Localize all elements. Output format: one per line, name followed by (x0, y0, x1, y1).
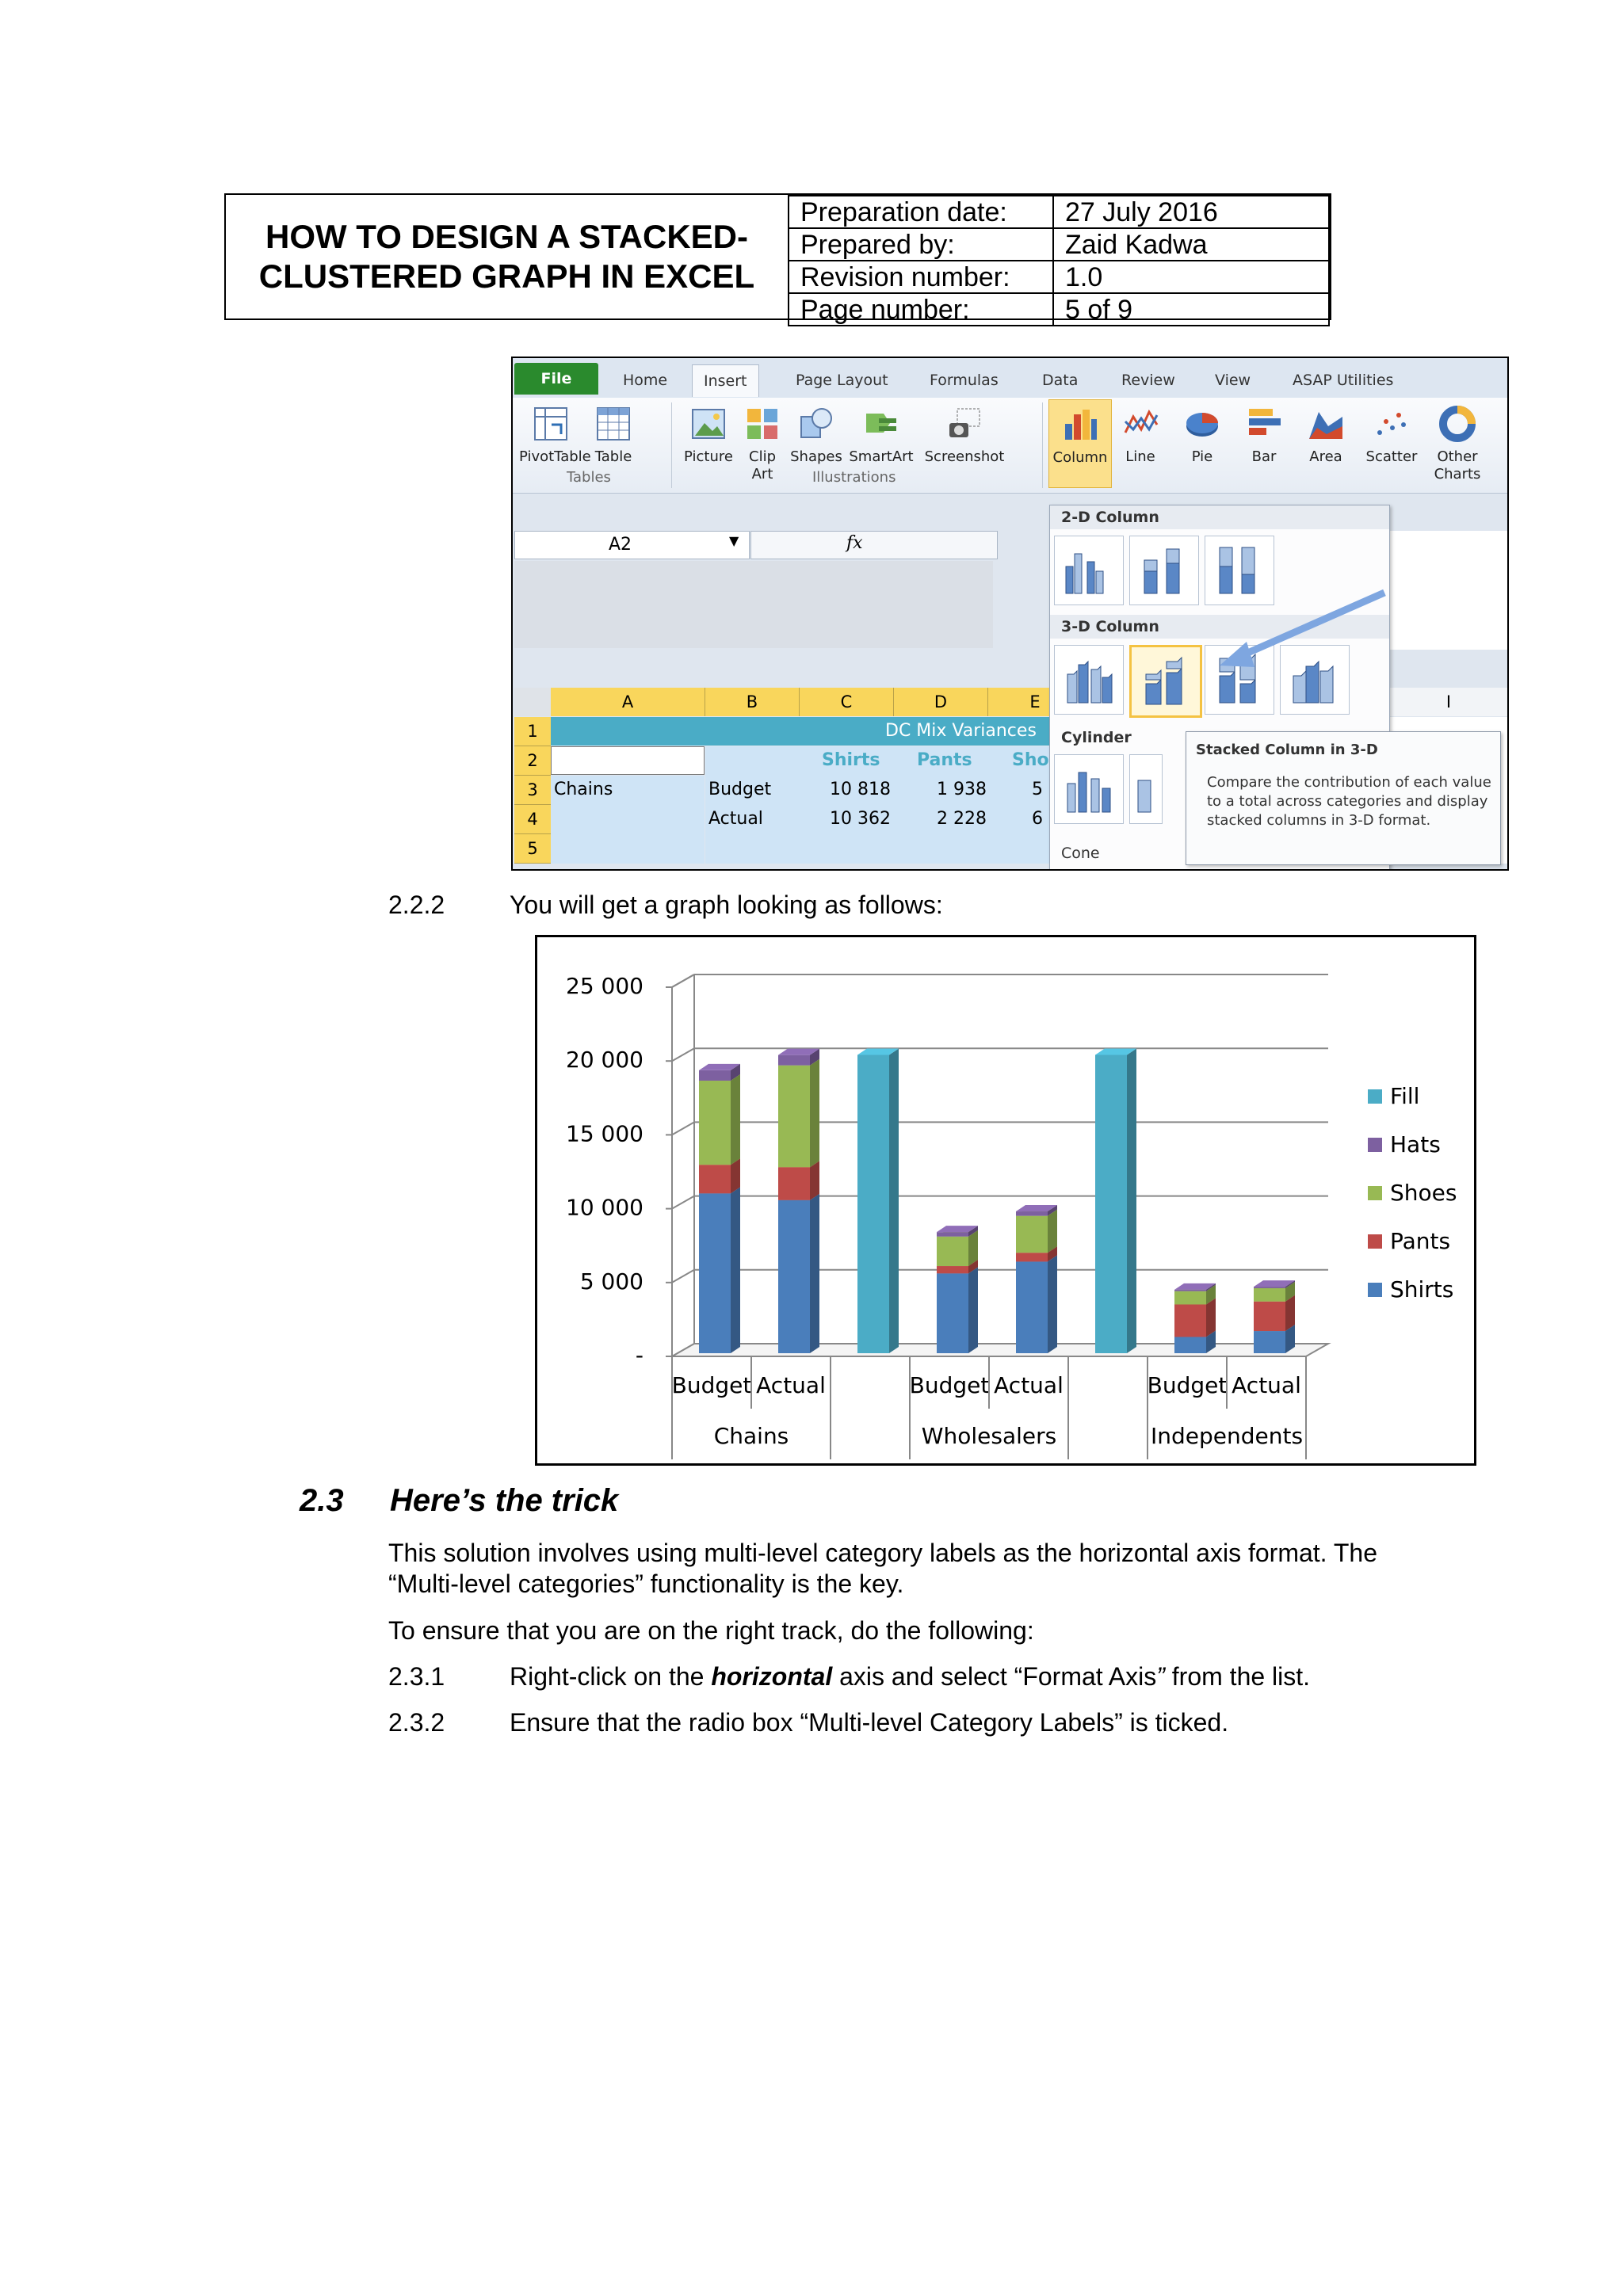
formula-bar[interactable] (750, 531, 998, 559)
bar-chart-button[interactable]: Bar (1240, 404, 1288, 466)
step-number: 2.3.2 (388, 1708, 445, 1737)
meta-label: Prepared by: (789, 228, 1053, 261)
gridline-diagonal (672, 1048, 694, 1061)
bar-segment (1174, 1337, 1206, 1353)
column-header[interactable]: B (705, 688, 800, 716)
x-group-label: Wholesalers (921, 1423, 1057, 1449)
gridline-diagonal (672, 1270, 694, 1283)
meta-label: Page number: (789, 293, 1053, 326)
y-tick-label: 15 000 (566, 1120, 643, 1147)
paragraph-2: To ensure that you are on the right track, do the following: (388, 1616, 1034, 1645)
legend-swatch (1368, 1089, 1382, 1104)
clustered-column-option[interactable] (1054, 536, 1124, 605)
bar-side (968, 1267, 978, 1353)
x-category-label: Actual (1232, 1372, 1301, 1398)
fx-icon: fx (846, 533, 863, 553)
meta-label: Revision number: (789, 261, 1053, 293)
step-text-232: Ensure that the radio box “Multi-level Category Labels” is ticked. (510, 1708, 1229, 1737)
screenshot-icon (945, 404, 984, 444)
bar-segment (778, 1066, 810, 1168)
bar-chart-icon (1244, 404, 1284, 444)
x-group-label: Independents (1150, 1423, 1304, 1449)
section-3d-column: 3-D Column (1050, 615, 1389, 639)
x-group-label: Chains (713, 1423, 789, 1449)
row-header[interactable]: 3 (514, 776, 551, 805)
cell-chains[interactable]: Chains (554, 780, 613, 799)
line-chart-icon (1121, 404, 1160, 444)
bar-segment (1254, 1287, 1285, 1288)
formula-bar-extension (1388, 531, 1509, 650)
cell-budget-pants[interactable]: 1 938 (937, 780, 987, 799)
step-number: 2.2.2 (388, 891, 445, 919)
clip-art-icon (743, 404, 782, 444)
stacked-cylinder-option[interactable] (1129, 754, 1163, 824)
bar-side (1206, 1298, 1216, 1337)
bar-side (810, 1161, 819, 1200)
pivottable-icon (531, 404, 571, 444)
tab-view[interactable]: View (1215, 372, 1251, 389)
bar-side (810, 1059, 819, 1168)
tab-insert[interactable]: Insert (692, 364, 759, 397)
tab-review[interactable]: Review (1121, 372, 1175, 389)
smartart-icon (861, 404, 901, 444)
bar-side (1048, 1210, 1057, 1253)
bar-segment (699, 1165, 731, 1193)
y-tick-label: - (635, 1342, 643, 1368)
paragraph-1-line-1: This solution involves using multi-level category labels as the horizontal axis format. The (388, 1539, 1377, 1567)
tooltip-title: Stacked Column in 3-D (1196, 742, 1378, 758)
bar-segment (937, 1232, 968, 1237)
tooltip-body: Compare the contribution of each value to a total across categories and display stacked columns in 3-D format. (1207, 774, 1491, 829)
meta-row (789, 228, 1329, 261)
section-title: Here’s the trick (390, 1483, 619, 1518)
clustered-cylinder-icon (1061, 761, 1117, 817)
bar-segment (778, 1167, 810, 1200)
shapes-button[interactable]: Shapes (789, 404, 844, 466)
bar-segment (1016, 1253, 1048, 1261)
gridline-diagonal (672, 974, 694, 987)
section-cylinder: Cylinder (1050, 726, 1389, 749)
y-tick-label: 5 000 (579, 1268, 643, 1295)
meta-row (789, 293, 1329, 326)
area-chart-icon (1306, 404, 1346, 444)
meta-value: 5 of 9 (1053, 293, 1329, 326)
tab-home[interactable]: Home (623, 372, 668, 389)
meta-label: Preparation date: (789, 196, 1053, 228)
document-meta-table (788, 195, 1330, 326)
bar-segment (937, 1273, 968, 1353)
cell-budget-shirts[interactable]: 10 818 (830, 780, 891, 799)
group-label-illustrations: Illustrations (812, 469, 896, 486)
cell-budget-e[interactable]: 5 (1032, 780, 1043, 799)
section-number: 2.3 (300, 1483, 344, 1518)
ribbon-separator (671, 402, 672, 488)
title-line-2: CLUSTERED GRAPH IN EXCEL (258, 257, 755, 295)
paragraph-1-line-2: “Multi-level categories” functionality is the key. (388, 1569, 904, 1598)
group-label-tables: Tables (567, 469, 611, 486)
pie-chart-icon (1182, 404, 1222, 444)
ribbon-separator (1042, 402, 1043, 488)
legend-swatch (1368, 1186, 1382, 1200)
bar-side (731, 1187, 740, 1353)
legend-label: Fill (1390, 1083, 1420, 1109)
bar-side (1048, 1255, 1057, 1353)
column-header[interactable]: E (988, 688, 1083, 716)
bar-segment (1174, 1290, 1206, 1291)
bar-side (731, 1074, 740, 1165)
cell-budget[interactable]: Budget (708, 780, 772, 799)
line-chart-button[interactable]: Line (1117, 404, 1164, 466)
x-category-label: Budget (909, 1372, 990, 1398)
x-category-label: Actual (756, 1372, 826, 1398)
bar-segment (1174, 1291, 1206, 1305)
picture-button[interactable]: Picture (681, 404, 736, 466)
chart-floor (672, 1344, 1328, 1356)
shapes-icon (796, 404, 836, 444)
bar-segment (937, 1237, 968, 1266)
stacked-column-3d-option[interactable] (1129, 645, 1202, 718)
y-tick-label: 10 000 (566, 1194, 643, 1221)
sheet-title-cell[interactable]: DC Mix Variances (885, 721, 1037, 741)
meta-value: 27 July 2016 (1053, 196, 1329, 228)
column-header[interactable]: C (800, 688, 894, 716)
meta-value: Zaid Kadwa (1053, 228, 1329, 261)
bar-side (810, 1194, 819, 1353)
legend-swatch (1368, 1283, 1382, 1297)
clip-art-button[interactable]: Clip Art (743, 404, 782, 483)
table-button[interactable]: Table (589, 404, 638, 466)
meta-value: 1.0 (1053, 261, 1329, 293)
tab-file[interactable]: File (514, 363, 598, 395)
stacked-column-option[interactable] (1129, 536, 1199, 605)
name-box[interactable]: A2 ▼ (514, 531, 750, 559)
y-tick-label: 25 000 (566, 973, 643, 999)
legend-label: Shoes (1390, 1180, 1457, 1206)
document-header (224, 193, 1331, 325)
cell-actual-pants[interactable]: 2 228 (937, 809, 987, 829)
step-text: You will get a graph looking as follows: (510, 891, 943, 919)
other-charts-button[interactable]: Other Charts (1426, 404, 1489, 483)
legend-swatch (1368, 1138, 1382, 1152)
meta-row (789, 196, 1329, 228)
bar-segment (1016, 1216, 1048, 1253)
tab-formulas[interactable]: Formulas (930, 372, 999, 389)
legend-label: Pants (1390, 1228, 1451, 1254)
bar-segment (1095, 1055, 1127, 1353)
step-number: 2.3.1 (388, 1662, 445, 1691)
legend-label: Shirts (1390, 1276, 1454, 1302)
bar-segment (1254, 1302, 1285, 1331)
stacked-cylinder-icon (1132, 761, 1160, 817)
chart-svg (537, 937, 1474, 1463)
tab-asap-utilities[interactable]: ASAP Utilities (1293, 372, 1394, 389)
clustered-column-icon (1061, 543, 1117, 598)
doughnut-chart-icon (1438, 404, 1477, 444)
bar-side (1127, 1048, 1136, 1353)
bar-segment (778, 1055, 810, 1066)
column-header[interactable]: D (894, 688, 988, 716)
bar-segment (699, 1070, 731, 1081)
row-header[interactable]: 5 (514, 834, 551, 864)
document-title (226, 195, 788, 318)
scatter-chart-button[interactable]: Scatter (1361, 404, 1423, 466)
ribbon (513, 398, 1507, 494)
bar-segment (1254, 1331, 1285, 1353)
3d-clustered-column-icon (1061, 652, 1117, 707)
x-category-label: Budget (671, 1372, 752, 1398)
header-cell-shoes[interactable]: Sho (1012, 750, 1049, 770)
row-header[interactable]: 4 (514, 805, 551, 834)
cell-actual-e[interactable]: 6 (1032, 809, 1043, 829)
gridline-diagonal (672, 1122, 694, 1135)
step-text-231: Right-click on the horizontal axis and select “Format Axis” from the list. (510, 1662, 1311, 1691)
x-category-label: Budget (1147, 1372, 1228, 1398)
pie-chart-button[interactable]: Pie (1178, 404, 1226, 466)
scatter-chart-icon (1372, 404, 1411, 444)
header-cell-shirts[interactable]: Shirts (822, 750, 880, 770)
column-chart-button[interactable]: Column (1048, 399, 1112, 488)
table-icon (594, 404, 633, 444)
bar-segment (1254, 1288, 1285, 1302)
select-all-corner[interactable] (514, 688, 551, 716)
legend-label: Hats (1390, 1131, 1441, 1158)
bar-segment (699, 1081, 731, 1165)
bar-segment (857, 1055, 889, 1353)
smartart-button[interactable]: SmartArt (847, 404, 915, 466)
stacked-clustered-chart (535, 935, 1476, 1466)
legend-swatch (1368, 1234, 1382, 1249)
screenshot-button[interactable]: Screenshot (920, 404, 1009, 466)
section-cone: Cone (1050, 841, 1389, 865)
tab-page-layout[interactable]: Page Layout (796, 372, 888, 389)
bar-segment (1016, 1261, 1048, 1353)
x-category-label: Actual (994, 1372, 1064, 1398)
area-chart-button[interactable]: Area (1302, 404, 1350, 466)
active-cell-a2[interactable] (551, 746, 705, 775)
pivottable-button[interactable]: PivotTable (519, 404, 582, 466)
gridline-diagonal (672, 1196, 694, 1209)
y-tick-label: 20 000 (566, 1047, 643, 1074)
sheet-blank-area (514, 561, 993, 648)
section-2d-column: 2-D Column (1050, 505, 1389, 529)
title-line-1: HOW TO DESIGN A STACKED- (265, 218, 748, 255)
clustered-cylinder-option[interactable] (1054, 754, 1124, 824)
row-header[interactable]: 2 (514, 746, 551, 776)
bar-segment (937, 1266, 968, 1273)
bar-segment (778, 1200, 810, 1353)
bar-segment (1016, 1211, 1048, 1216)
column-chart-icon (1060, 405, 1100, 444)
picture-icon (689, 404, 728, 444)
stacked-column-3d-icon (1138, 654, 1193, 709)
ribbon-tabs (513, 358, 1507, 399)
column-header[interactable]: A (551, 688, 705, 716)
stacked-column-icon (1136, 543, 1192, 598)
bar-side (889, 1048, 899, 1353)
arrow-pointer (1209, 585, 1391, 680)
cell-actual-shirts[interactable]: 10 362 (830, 809, 891, 829)
chevron-down-icon[interactable]: ▼ (729, 533, 739, 548)
excel-screenshot (511, 357, 1509, 871)
bar-segment (1174, 1304, 1206, 1337)
cell-actual[interactable]: Actual (708, 809, 763, 829)
3d-clustered-column-option[interactable] (1054, 645, 1124, 715)
meta-row (789, 261, 1329, 293)
column-header[interactable]: I (1388, 688, 1509, 716)
bar-segment (699, 1193, 731, 1353)
row-header[interactable]: 1 (514, 717, 551, 746)
tab-data[interactable]: Data (1042, 372, 1079, 389)
header-cell-pants[interactable]: Pants (917, 750, 972, 770)
tooltip-stacked-column-3d (1186, 731, 1501, 865)
